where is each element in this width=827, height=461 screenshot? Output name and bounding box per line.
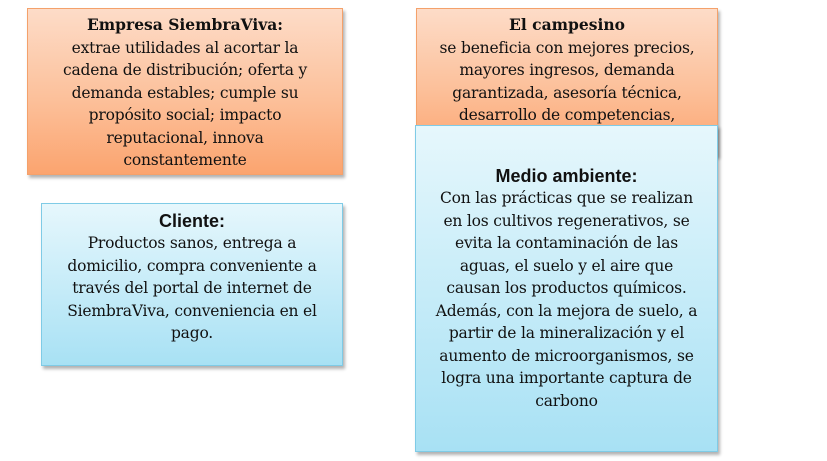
medio-ambiente-text <box>424 187 709 412</box>
medio-ambiente-line: causan los productos químicos. <box>446 279 687 297</box>
medio-ambiente-line: logra una importante captura de <box>441 369 692 387</box>
empresa-line: reputacional, innova <box>106 128 264 147</box>
medio-ambiente-line: aumento de microorganismos, se <box>439 346 694 365</box>
cliente-line: través del portal de internet de <box>72 279 312 297</box>
medio-ambiente-line: en los cultivos regenerativos, se <box>443 211 690 230</box>
medio-ambiente-line: aguas, el suelo y el aire que <box>459 256 674 275</box>
cliente-title: Cliente: <box>158 211 225 231</box>
campesino-title: El campesino <box>509 15 625 34</box>
campesino-line: garantizada, asesoría técnica, <box>452 83 682 102</box>
medio-ambiente-line: Con las prácticas que se realizan <box>439 189 693 207</box>
medio-ambiente-box <box>415 125 718 452</box>
medio-ambiente-line: carbono <box>535 391 598 410</box>
cliente-line: pago. <box>170 324 214 342</box>
empresa-line: cadena de distribución; oferta y <box>62 61 308 79</box>
cliente-box <box>41 203 343 366</box>
campesino-line: mayores ingresos, demanda <box>459 61 675 79</box>
medio-ambiente-line: Además, con la mejora de suelo, a <box>435 301 698 320</box>
cliente-line: SiembraViva, conveniencia en el <box>67 301 317 320</box>
empresa-line: constantemente <box>123 151 247 169</box>
medio-ambiente-title: Medio ambiente: <box>495 166 638 186</box>
medio-ambiente-line: evita la contaminación de las <box>454 234 678 252</box>
empresa-line: propósito social; impacto <box>88 106 282 124</box>
cliente-text <box>50 232 334 345</box>
cliente-line: Productos sanos, entrega a <box>87 234 297 252</box>
campesino-text <box>425 37 709 127</box>
cliente-line: domicilio, compra conveniente a <box>67 256 317 275</box>
empresa-text <box>38 37 332 172</box>
empresa-title: Empresa SiembraViva: <box>86 15 284 34</box>
empresa-siembraviva-box <box>27 8 343 175</box>
empresa-line: demanda estables; cumple su <box>71 83 299 102</box>
campesino-line: se beneficia con mejores precios, <box>439 38 695 57</box>
medio-ambiente-line: partir de la mineralización y el <box>448 324 685 342</box>
campesino-line: desarrollo de competencias, <box>458 106 676 124</box>
empresa-line: extrae utilidades al acortar la <box>71 38 299 57</box>
